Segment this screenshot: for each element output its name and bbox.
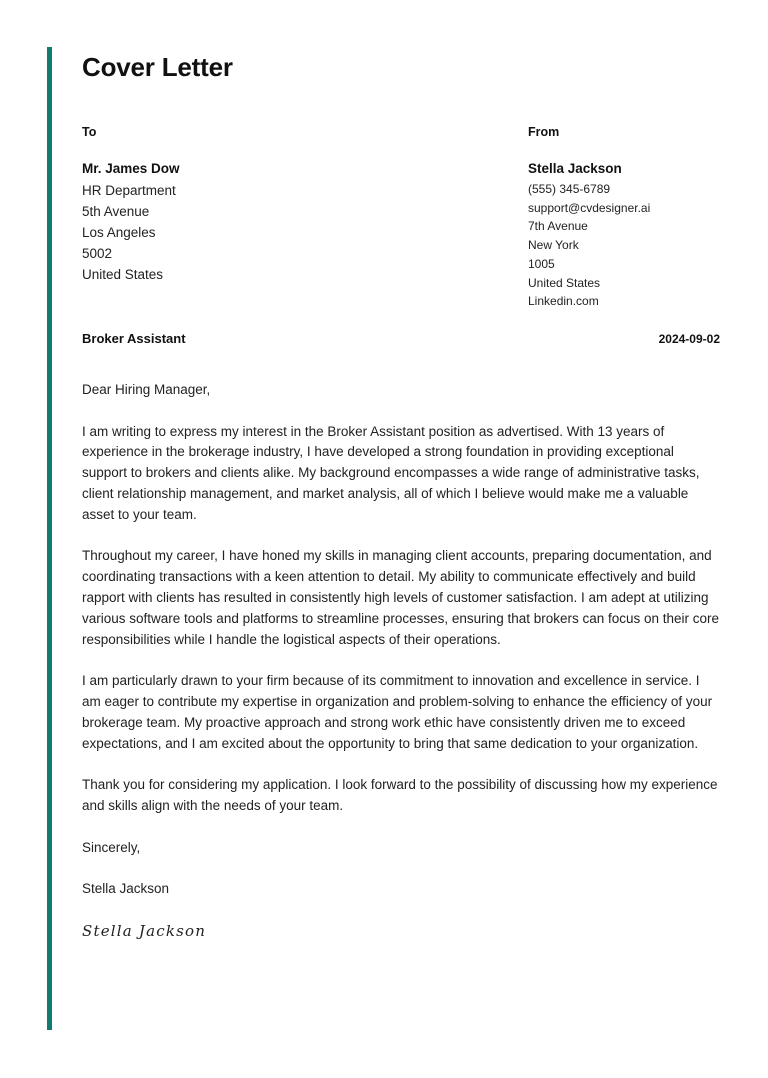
closing: Sincerely,	[82, 839, 141, 855]
letter-body	[82, 380, 722, 942]
letter-subject: Broker Assistant	[82, 331, 186, 346]
accent-bar	[47, 47, 52, 1030]
sender-phone: (555) 345-6789	[528, 182, 611, 196]
recipient-block	[82, 124, 442, 285]
body-paragraph-3: I am particularly drawn to your firm because of its commitment to innovation and excellence in service. I am eager to contribute my expertise in organization and problem-solving to enhance the efficiency of your brokerage team. My proactive approach and strong work ethic have consistently driven me to exceed expectations, and I am excited about the opportunity to bring that same dedication to your organization.	[82, 673, 713, 751]
subject-row	[82, 331, 720, 346]
recipient-country: United States	[82, 267, 164, 282]
sender-postal-code: 1005	[528, 256, 555, 271]
recipient-street: 5th Avenue	[82, 204, 150, 219]
recipient-name: Mr. James Dow	[82, 161, 180, 176]
page-title: Cover Letter	[82, 52, 233, 82]
sender-street: 7th Avenue	[528, 219, 588, 234]
sender-block	[528, 124, 738, 311]
body-paragraph-2: Throughout my career, I have honed my skills in managing client accounts, preparing documentation, and coordinating transactions with a keen attention to detail. My ability to communicate effectively and build rapport with clients has resulted in consistently high levels of customer satisfaction. I am adept at utilizing various software tools and platforms to streamline processes, ensuring that brokers can focus on their core responsibilities while I handle the logistical aspects of their operations.	[82, 548, 720, 647]
body-paragraph-1: I am writing to express my interest in the Broker Assistant position as advertised. With 13 years of experience in the brokerage industry, I have developed a strong foundation in providing exceptional support to brokers and clients alike. My background encompasses a wide range of administrative tasks, client relationship management, and market analysis, all of which I believe would make me a valuable asset to your team.	[82, 423, 700, 522]
recipient-city: Los Angeles	[82, 225, 156, 240]
body-paragraph-4: Thank you for considering my application. I look forward to the possibility of discussing how my experience and skills align with the needs of your team.	[82, 777, 718, 813]
recipient-postal-code: 5002	[82, 246, 113, 261]
sender-country: United States	[528, 275, 601, 290]
greeting: Dear Hiring Manager,	[82, 382, 211, 397]
sender-name: Stella Jackson	[528, 161, 622, 176]
closing-name: Stella Jackson	[82, 881, 170, 897]
sender-city: New York	[528, 238, 579, 253]
recipient-label: To	[82, 125, 97, 139]
signature: Stella Jackson	[82, 921, 207, 940]
recipient-department: HR Department	[82, 183, 176, 198]
sender-label: From	[528, 125, 560, 139]
sender-website: Linkedin.com	[528, 294, 599, 309]
letter-date: 2024-09-02	[658, 332, 720, 346]
sender-email: support@cvdesigner.ai	[528, 200, 651, 215]
